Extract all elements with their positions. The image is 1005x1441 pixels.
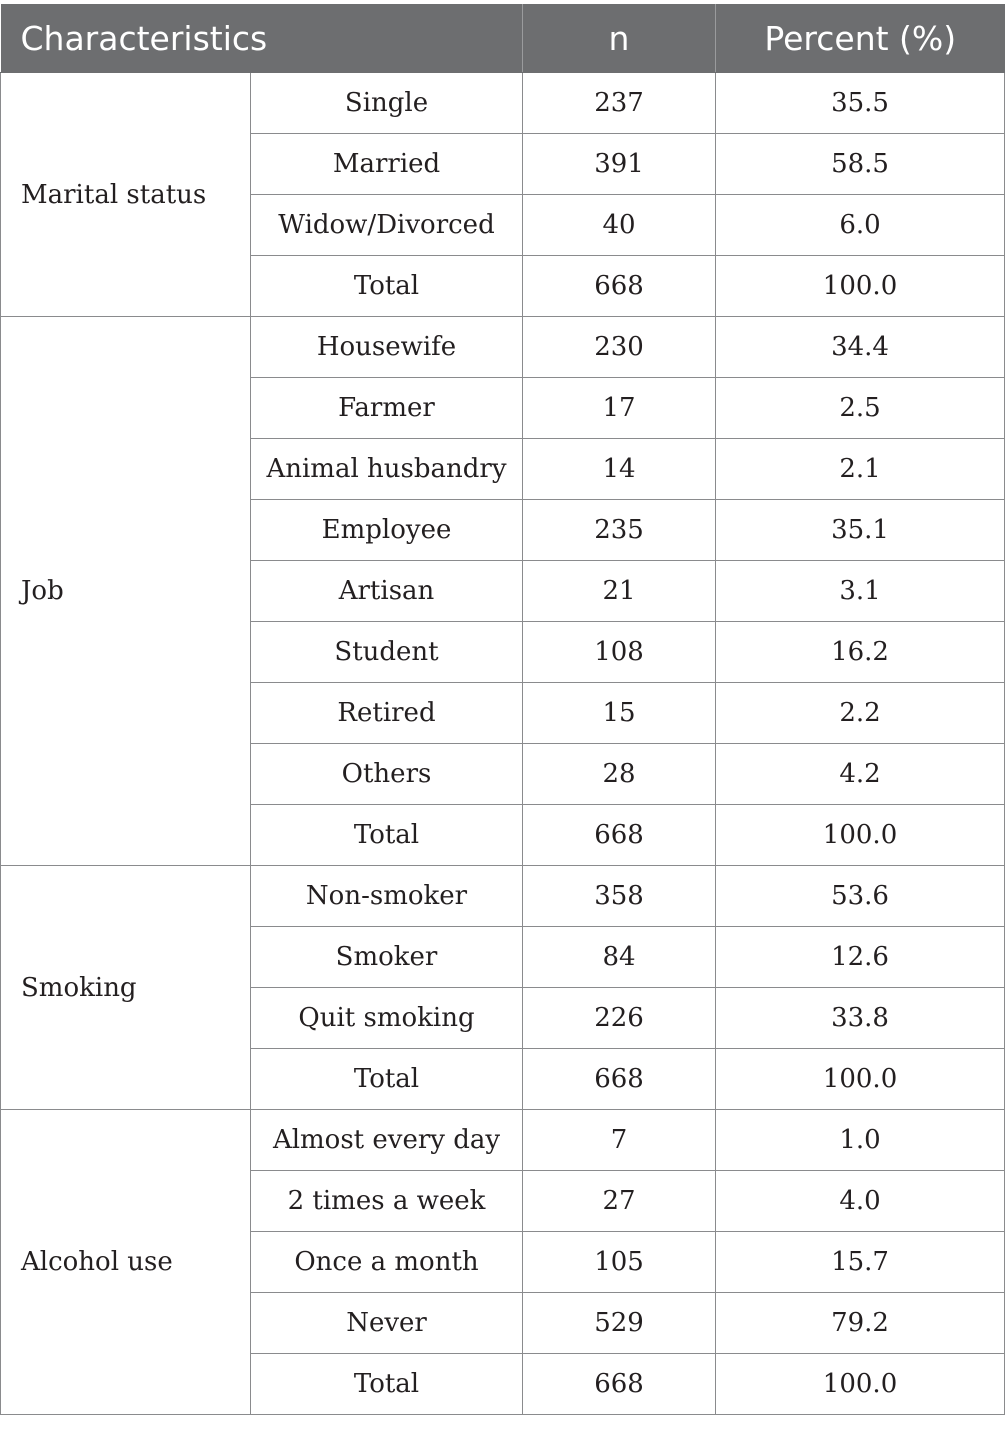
percent-cell: 100.0: [716, 1049, 1005, 1110]
category-cell: Single: [251, 73, 523, 134]
category-cell: Artisan: [251, 561, 523, 622]
table-row: [1, 866, 1005, 927]
percent-cell: 100.0: [716, 805, 1005, 866]
percent-cell: 2.1: [716, 439, 1005, 500]
category-cell: Others: [251, 744, 523, 805]
percent-cell: 2.5: [716, 378, 1005, 439]
n-cell: 108: [523, 622, 716, 683]
n-cell: 21: [523, 561, 716, 622]
header-percent: Percent (%): [716, 4, 1005, 73]
n-cell: 668: [523, 1354, 716, 1415]
n-cell: 27: [523, 1171, 716, 1232]
percent-cell: 3.1: [716, 561, 1005, 622]
table-header: [1, 4, 1005, 73]
category-cell: Non-smoker: [251, 866, 523, 927]
group-label: Smoking: [1, 866, 251, 1110]
category-cell: Smoker: [251, 927, 523, 988]
group-label: Marital status: [1, 73, 251, 317]
n-cell: 105: [523, 1232, 716, 1293]
percent-cell: 33.8: [716, 988, 1005, 1049]
category-cell: Total: [251, 805, 523, 866]
n-cell: 7: [523, 1110, 716, 1171]
group-label: Alcohol use: [1, 1110, 251, 1415]
category-cell: Never: [251, 1293, 523, 1354]
table-row: [1, 317, 1005, 378]
n-cell: 668: [523, 1049, 716, 1110]
n-cell: 358: [523, 866, 716, 927]
n-cell: 15: [523, 683, 716, 744]
category-cell: Housewife: [251, 317, 523, 378]
category-cell: Widow/Divorced: [251, 195, 523, 256]
category-cell: Total: [251, 1354, 523, 1415]
table-row: [1, 1110, 1005, 1171]
category-cell: Total: [251, 1049, 523, 1110]
category-cell: Animal husbandry: [251, 439, 523, 500]
category-cell: Married: [251, 134, 523, 195]
n-cell: 235: [523, 500, 716, 561]
percent-cell: 1.0: [716, 1110, 1005, 1171]
n-cell: 668: [523, 805, 716, 866]
n-cell: 14: [523, 439, 716, 500]
category-cell: Quit smoking: [251, 988, 523, 1049]
percent-cell: 2.2: [716, 683, 1005, 744]
n-cell: 237: [523, 73, 716, 134]
percent-cell: 35.1: [716, 500, 1005, 561]
n-cell: 226: [523, 988, 716, 1049]
percent-cell: 35.5: [716, 73, 1005, 134]
n-cell: 28: [523, 744, 716, 805]
category-cell: Student: [251, 622, 523, 683]
percent-cell: 53.6: [716, 866, 1005, 927]
n-cell: 391: [523, 134, 716, 195]
percent-cell: 4.0: [716, 1171, 1005, 1232]
characteristics-table: [0, 4, 1005, 1415]
header-row: [1, 4, 1005, 73]
header-characteristics: Characteristics: [1, 4, 523, 73]
percent-cell: 58.5: [716, 134, 1005, 195]
n-cell: 40: [523, 195, 716, 256]
category-cell: Total: [251, 256, 523, 317]
percent-cell: 100.0: [716, 256, 1005, 317]
category-cell: Almost every day: [251, 1110, 523, 1171]
group-label: Job: [1, 317, 251, 866]
percent-cell: 79.2: [716, 1293, 1005, 1354]
percent-cell: 6.0: [716, 195, 1005, 256]
table-body: [1, 73, 1005, 1415]
n-cell: 668: [523, 256, 716, 317]
n-cell: 17: [523, 378, 716, 439]
percent-cell: 12.6: [716, 927, 1005, 988]
percent-cell: 34.4: [716, 317, 1005, 378]
table-row: [1, 73, 1005, 134]
header-n: n: [523, 4, 716, 73]
category-cell: 2 times a week: [251, 1171, 523, 1232]
n-cell: 84: [523, 927, 716, 988]
characteristics-table-container: [0, 4, 1005, 1415]
percent-cell: 100.0: [716, 1354, 1005, 1415]
category-cell: Employee: [251, 500, 523, 561]
n-cell: 529: [523, 1293, 716, 1354]
category-cell: Once a month: [251, 1232, 523, 1293]
category-cell: Retired: [251, 683, 523, 744]
category-cell: Farmer: [251, 378, 523, 439]
n-cell: 230: [523, 317, 716, 378]
percent-cell: 16.2: [716, 622, 1005, 683]
percent-cell: 15.7: [716, 1232, 1005, 1293]
percent-cell: 4.2: [716, 744, 1005, 805]
